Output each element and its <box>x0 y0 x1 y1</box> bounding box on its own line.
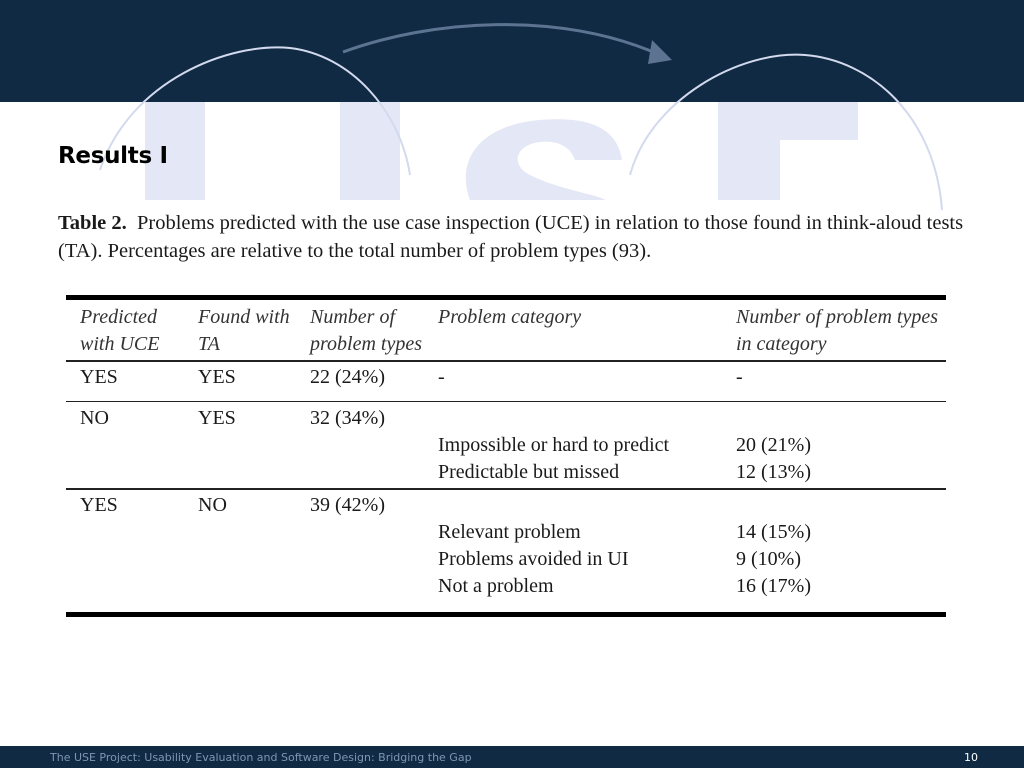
footer-text: The USE Project: Usability Evaluation and Software Design: Bridging the Gap <box>50 751 472 764</box>
cell-category: Not a problem <box>438 574 554 597</box>
table-subrow <box>66 432 946 459</box>
table-row <box>66 490 946 519</box>
cell-found: YES <box>198 365 236 388</box>
header-found: Found with TA <box>198 306 290 355</box>
header-category: Problem category <box>438 306 582 328</box>
table-bottom-rule <box>66 612 946 617</box>
table-subrow <box>66 519 946 546</box>
cell-number: 39 (42%) <box>310 493 385 516</box>
results-table <box>66 295 946 617</box>
table-subrow <box>66 573 946 612</box>
cell-category-count: 16 (17%) <box>736 574 811 597</box>
header-number: Number of problem types <box>310 306 423 355</box>
cell-category-count: 20 (21%) <box>736 434 811 456</box>
cell-category-count: 9 (10%) <box>736 547 801 570</box>
cell-predicted: YES <box>80 493 118 516</box>
table-subrow <box>66 546 946 573</box>
cell-number: 32 (34%) <box>310 407 385 429</box>
cell-category: Relevant problem <box>438 520 581 543</box>
cell-found: YES <box>198 407 236 429</box>
footer-band <box>0 746 1024 768</box>
cell-category: - <box>438 365 445 388</box>
cell-number: 22 (24%) <box>310 365 385 388</box>
cell-category-count: 14 (15%) <box>736 520 811 543</box>
cell-predicted: NO <box>80 407 109 429</box>
cell-found: NO <box>198 493 227 516</box>
caption-label: Table 2. <box>58 212 127 234</box>
cell-category-count: - <box>736 365 743 388</box>
header-predicted: Predicted with UCE <box>80 306 160 355</box>
page-number: 10 <box>964 751 978 764</box>
cell-category: Predictable but missed <box>438 461 620 483</box>
caption-text: Problems predicted with the use case inspection (UCE) in relation to those found in think-aloud tests (TA). Percentages are relative to the total number of problem types (93). <box>58 212 964 262</box>
cell-category-count: 12 (13%) <box>736 461 811 483</box>
table-caption <box>58 209 978 265</box>
cell-predicted: YES <box>80 365 118 388</box>
header-category-count: Number of problem types in category <box>736 306 939 355</box>
cell-category: Problems avoided in UI <box>438 547 629 570</box>
cell-category: Impossible or hard to predict <box>438 434 670 456</box>
table-row <box>66 362 946 401</box>
table-header-row <box>66 300 946 360</box>
table-row <box>66 402 946 432</box>
slide-title: Results I <box>58 143 168 169</box>
table-subrow <box>66 459 946 488</box>
